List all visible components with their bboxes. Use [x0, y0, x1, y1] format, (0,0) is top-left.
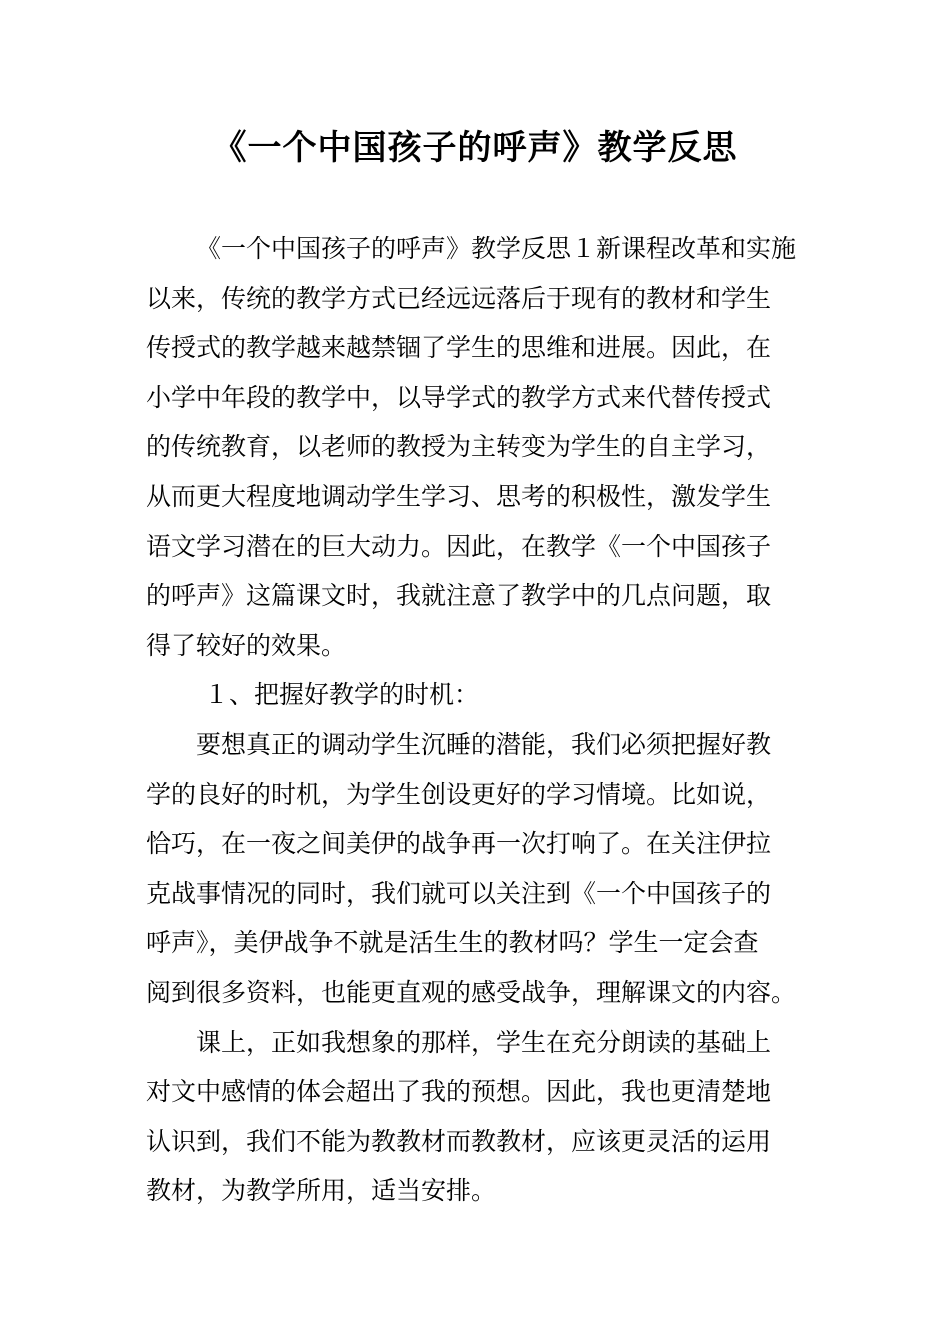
paragraph-line: 《一个中国孩子的呼声》教学反思１新课程改革和实施 — [196, 234, 797, 263]
paragraph-line: 课上，正如我想象的那样，学生在充分朗读的基础上 — [196, 1027, 772, 1057]
document-title: 《一个中国孩子的呼声》教学反思 — [212, 128, 738, 168]
paragraph-line: 阅到很多资料，也能更直观的感受战争，理解课文的内容。 — [146, 977, 797, 1007]
paragraph-line: 以来，传统的教学方式已经远远落后于现有的教材和学生 — [146, 283, 772, 313]
paragraph-line: 恰巧，在一夜之间美伊的战争再一次打响了。在关注伊拉 — [146, 829, 772, 859]
paragraph-line: 呼声》，美伊战争不就是活生生的教材吗？学生一定会查 — [146, 928, 759, 958]
paragraph-line: 教材，为教学所用，适当安排。 — [146, 1176, 497, 1206]
paragraph-line: 要想真正的调动学生沉睡的潜能，我们必须把握好教 — [196, 729, 772, 759]
paragraph-line: 克战事情况的同时，我们就可以关注到《一个中国孩子的 — [146, 878, 772, 908]
paragraph-line: 的传统教育，以老师的教授为主转变为学生的自主学习， — [146, 432, 772, 462]
paragraph-line: 语文学习潜在的巨大动力。因此，在教学《一个中国孩子 — [146, 531, 772, 561]
paragraph-line: 对文中感情的体会超出了我的预想。因此，我也更清楚地 — [146, 1077, 772, 1107]
paragraph-line: 从而更大程度地调动学生学习、思考的积极性，激发学生 — [146, 481, 772, 511]
paragraph-line: 的呼声》这篇课文时，我就注意了教学中的几点问题，取 — [146, 581, 772, 611]
document-body — [146, 224, 808, 1216]
paragraph-line: 认识到，我们不能为教教材而教教材，应该更灵活的运用 — [146, 1126, 772, 1156]
paragraph-line: 学的良好的时机，为学生创设更好的学习情境。比如说， — [146, 779, 772, 809]
paragraph-line: 得了较好的效果。 — [146, 630, 347, 660]
section-heading: １、把握好教学的时机： — [204, 680, 480, 710]
paragraph-line: 小学中年段的教学中，以导学式的教学方式来代替传授式 — [146, 382, 772, 412]
paragraph-line: 传授式的教学越来越禁锢了学生的思维和进展。因此，在 — [146, 333, 772, 363]
